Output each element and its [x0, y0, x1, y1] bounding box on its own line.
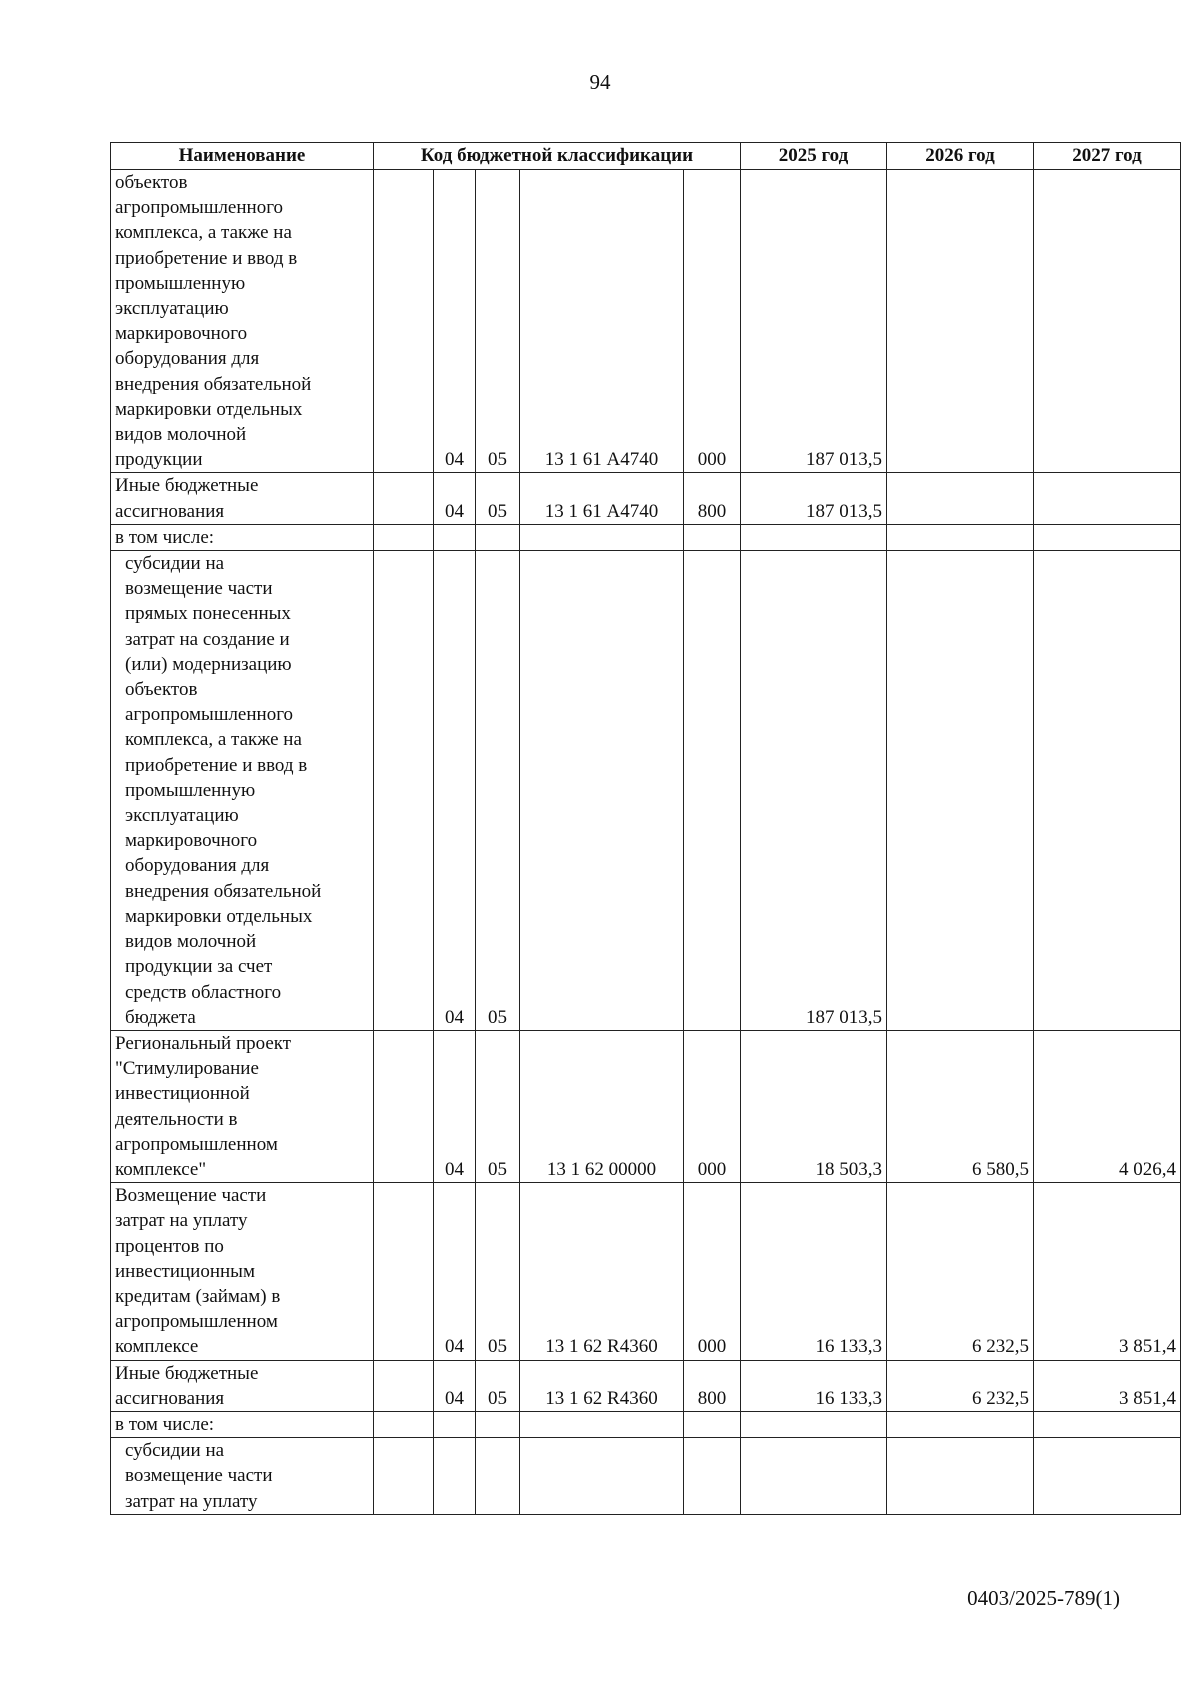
row-2026 — [887, 1411, 1034, 1437]
row-2027 — [1034, 1411, 1181, 1437]
row-target-article: 13 1 62 R4360 — [520, 1360, 684, 1411]
row-target-article — [520, 1438, 684, 1515]
row-2027: 3 851,4 — [1034, 1360, 1181, 1411]
row-subsection — [476, 524, 520, 550]
row-target-article: 13 1 61 А4740 — [520, 170, 684, 473]
row-section: 04 — [434, 1360, 476, 1411]
row-section: 04 — [434, 473, 476, 524]
table-row — [111, 1030, 1181, 1182]
row-name: в том числе: — [111, 524, 374, 550]
row-subsection — [476, 1411, 520, 1437]
row-target-article — [520, 551, 684, 1031]
row-section: 04 — [434, 551, 476, 1031]
row-expense-type — [684, 1438, 741, 1515]
row-name: Иные бюджетные ассигнования — [111, 473, 374, 524]
row-2027: 3 851,4 — [1034, 1183, 1181, 1360]
row-code-blank — [374, 1360, 434, 1411]
row-2026 — [887, 551, 1034, 1031]
row-expense-type — [684, 524, 741, 550]
row-2026: 6 232,5 — [887, 1360, 1034, 1411]
row-name: Иные бюджетные ассигнования — [111, 1360, 374, 1411]
row-subsection — [476, 1438, 520, 1515]
row-code-blank — [374, 1030, 434, 1182]
table-header-row — [111, 143, 1181, 170]
row-2027 — [1034, 473, 1181, 524]
row-target-article — [520, 1411, 684, 1437]
page-number: 94 — [589, 70, 611, 94]
row-2025: 16 133,3 — [741, 1183, 887, 1360]
row-subsection: 05 — [476, 1360, 520, 1411]
header-2027: 2027 год — [1034, 143, 1181, 170]
row-2025: 16 133,3 — [741, 1360, 887, 1411]
row-target-article: 13 1 62 00000 — [520, 1030, 684, 1182]
table-row — [111, 1411, 1181, 1437]
row-code-blank — [374, 1183, 434, 1360]
row-code-blank — [374, 170, 434, 473]
header-code: Код бюджетной классификации — [374, 143, 741, 170]
row-code-blank — [374, 473, 434, 524]
row-target-article: 13 1 61 А4740 — [520, 473, 684, 524]
row-subsection: 05 — [476, 170, 520, 473]
row-target-article — [520, 524, 684, 550]
row-2027: 4 026,4 — [1034, 1030, 1181, 1182]
row-section: 04 — [434, 1183, 476, 1360]
table-row — [111, 1438, 1181, 1515]
row-subsection: 05 — [476, 1030, 520, 1182]
header-name: Наименование — [111, 143, 374, 170]
row-expense-type: 800 — [684, 1360, 741, 1411]
table-row — [111, 524, 1181, 550]
table-row — [111, 170, 1181, 473]
row-expense-type: 800 — [684, 473, 741, 524]
row-section: 04 — [434, 170, 476, 473]
row-code-blank — [374, 524, 434, 550]
row-section: 04 — [434, 1030, 476, 1182]
row-2026 — [887, 524, 1034, 550]
row-expense-type: 000 — [684, 1183, 741, 1360]
row-2026: 6 580,5 — [887, 1030, 1034, 1182]
row-2027 — [1034, 170, 1181, 473]
row-target-article: 13 1 62 R4360 — [520, 1183, 684, 1360]
budget-table — [110, 142, 1181, 1515]
row-2025: 187 013,5 — [741, 170, 887, 473]
row-2027 — [1034, 551, 1181, 1031]
row-expense-type: 000 — [684, 170, 741, 473]
row-section — [434, 1438, 476, 1515]
table-row — [111, 1183, 1181, 1360]
table-row — [111, 551, 1181, 1031]
row-expense-type — [684, 551, 741, 1031]
row-2025: 18 503,3 — [741, 1030, 887, 1182]
table-row — [111, 1360, 1181, 1411]
row-code-blank — [374, 1438, 434, 1515]
row-code-blank — [374, 1411, 434, 1437]
row-name: субсидии на возмещение части прямых понесенных затрат на создание и (или) модернизацию объектов агропромышленного комплекса, а также на приобретение и ввод в промышленную эксплуатацию маркировочного оборудования для внедрения обязательной маркировки отдельных видов молочной продукции за счет средств областного бюджета — [111, 551, 374, 1031]
row-name: Возмещение части затрат на уплату процентов по инвестиционным кредитам (займам) в агропромышленном комплексе — [111, 1183, 374, 1360]
table-row — [111, 473, 1181, 524]
row-2026 — [887, 473, 1034, 524]
header-2026: 2026 год — [887, 143, 1034, 170]
row-name: субсидии на возмещение части затрат на уплату — [111, 1438, 374, 1515]
header-2025: 2025 год — [741, 143, 887, 170]
row-2027 — [1034, 524, 1181, 550]
row-2025: 187 013,5 — [741, 551, 887, 1031]
row-2025: 187 013,5 — [741, 473, 887, 524]
row-2027 — [1034, 1438, 1181, 1515]
row-code-blank — [374, 551, 434, 1031]
row-2026 — [887, 1438, 1034, 1515]
row-2026 — [887, 170, 1034, 473]
row-subsection: 05 — [476, 551, 520, 1031]
row-section — [434, 1411, 476, 1437]
row-expense-type: 000 — [684, 1030, 741, 1182]
row-2025 — [741, 1411, 887, 1437]
document-code: 0403/2025-789(1) — [967, 1586, 1120, 1610]
row-name: в том числе: — [111, 1411, 374, 1437]
row-2026: 6 232,5 — [887, 1183, 1034, 1360]
row-subsection: 05 — [476, 473, 520, 524]
row-2025 — [741, 524, 887, 550]
row-subsection: 05 — [476, 1183, 520, 1360]
row-section — [434, 524, 476, 550]
row-expense-type — [684, 1411, 741, 1437]
row-name: объектов агропромышленного комплекса, а также на приобретение и ввод в промышленную эксплуатацию маркировочного оборудования для внедрения обязательной маркировки отдельных видов молочной продукции — [111, 170, 374, 473]
row-2025 — [741, 1438, 887, 1515]
row-name: Региональный проект "Стимулирование инвестиционной деятельности в агропромышленном комплексе" — [111, 1030, 374, 1182]
